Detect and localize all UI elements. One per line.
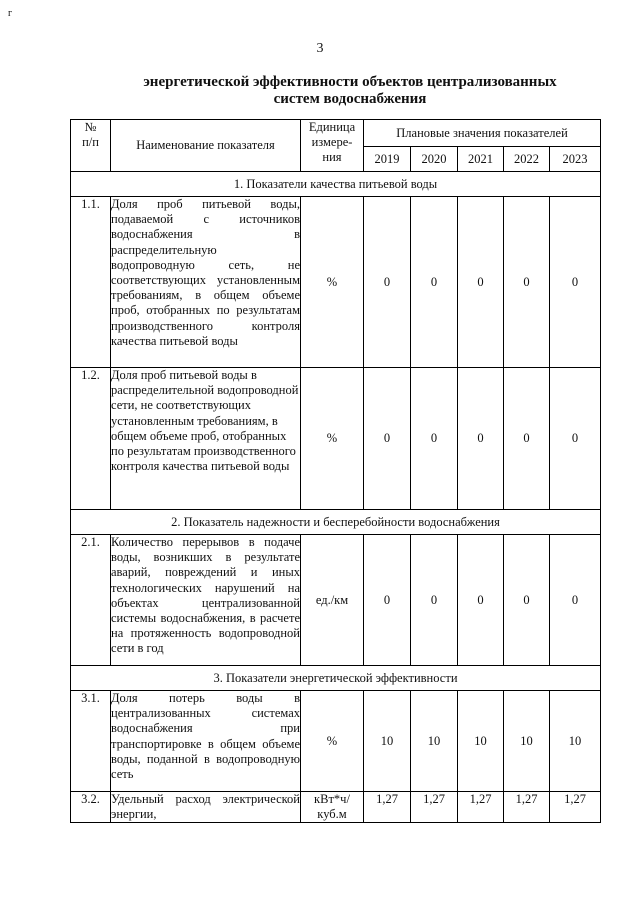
value-cell: 10 bbox=[504, 691, 550, 792]
row-number: 2.1. bbox=[71, 535, 111, 666]
value-cell: 0 bbox=[458, 535, 504, 666]
table-row bbox=[71, 368, 601, 510]
value-cell: 0 bbox=[504, 535, 550, 666]
header-year: 2020 bbox=[411, 147, 458, 172]
unit-line-2: куб.м bbox=[317, 807, 347, 821]
value-cell: 10 bbox=[458, 691, 504, 792]
value-cell: 0 bbox=[504, 197, 550, 368]
value-cell: 0 bbox=[550, 368, 601, 510]
value-cell: 1,27 bbox=[364, 792, 411, 823]
header-year: 2022 bbox=[504, 147, 550, 172]
row-number: 3.2. bbox=[71, 792, 111, 823]
value-cell: 1,27 bbox=[504, 792, 550, 823]
header-year: 2021 bbox=[458, 147, 504, 172]
indicator-unit bbox=[301, 792, 364, 823]
indicator-name: Количество перерывов в подаче воды, возникших в результате аварий, повреждений и иных технологических нарушений на объектах централизованной системы водоснабжения, в расчете на протяженность водопроводной сети в год bbox=[111, 535, 301, 666]
value-cell: 1,27 bbox=[411, 792, 458, 823]
value-cell: 10 bbox=[550, 691, 601, 792]
header-num-line-1: № bbox=[84, 120, 97, 134]
value-cell: 1,27 bbox=[458, 792, 504, 823]
indicator-unit: % bbox=[301, 368, 364, 510]
value-cell: 0 bbox=[550, 535, 601, 666]
header-unit-line-3: ния bbox=[322, 150, 342, 164]
header-num-line-2: п/п bbox=[82, 135, 99, 149]
indicators-table bbox=[70, 119, 601, 823]
indicator-name: Удельный расход электрической энергии, bbox=[111, 792, 300, 822]
value-cell: 10 bbox=[411, 691, 458, 792]
header-unit-line-1: Единица bbox=[308, 120, 356, 134]
indicator-unit: % bbox=[301, 691, 364, 792]
value-cell: 0 bbox=[458, 197, 504, 368]
table-row bbox=[71, 691, 601, 792]
title-line-2: систем водоснабжения bbox=[273, 91, 427, 107]
value-cell: 0 bbox=[458, 368, 504, 510]
section-title: 3. Показатели энергетической эффективности bbox=[71, 666, 601, 691]
document-title bbox=[120, 74, 580, 108]
value-cell: 10 bbox=[364, 691, 411, 792]
page-number: 3 bbox=[316, 41, 324, 56]
title-line-1: энергетической эффективности объектов централизованных bbox=[143, 74, 557, 90]
value-cell: 0 bbox=[411, 368, 458, 510]
value-cell: 1,27 bbox=[550, 792, 601, 823]
value-cell: 0 bbox=[364, 368, 411, 510]
row-number: 1.1. bbox=[71, 197, 111, 368]
value-cell: 0 bbox=[504, 368, 550, 510]
value-cell: 0 bbox=[411, 197, 458, 368]
value-cell: 0 bbox=[364, 535, 411, 666]
header-name: Наименование показателя bbox=[111, 120, 301, 172]
table-row bbox=[71, 535, 601, 666]
header-plan: Плановые значения показателей bbox=[364, 120, 601, 147]
table-row bbox=[71, 792, 601, 823]
row-number: 1.2. bbox=[71, 368, 111, 510]
value-cell: 0 bbox=[550, 197, 601, 368]
header-year: 2023 bbox=[550, 147, 601, 172]
header-year: 2019 bbox=[364, 147, 411, 172]
indicator-unit: ед./км bbox=[301, 535, 364, 666]
table-row bbox=[71, 197, 601, 368]
header-unit-line-2: измере- bbox=[311, 135, 353, 149]
indicator-name: Доля проб питьевой воды в распределительной водопроводной сети, не соответствующих установленным требованиям, в общем объеме проб, отобранных по результатам производственного контроля качества питьевой воды bbox=[111, 368, 301, 510]
section-title: 1. Показатели качества питьевой воды bbox=[71, 172, 601, 197]
indicator-unit: % bbox=[301, 197, 364, 368]
header-unit bbox=[301, 120, 364, 172]
header-num bbox=[71, 120, 111, 172]
section-title: 2. Показатель надежности и бесперебойности водоснабжения bbox=[71, 510, 601, 535]
corner-mark: г bbox=[8, 8, 13, 19]
value-cell: 0 bbox=[411, 535, 458, 666]
indicator-name: Доля проб питьевой воды, подаваемой с источников водоснабжения в распределительную водопроводную сеть, не соответствующих установленным требованиям, в общем объеме проб, отобранных по результатам производственного контроля качества питьевой воды bbox=[111, 197, 301, 368]
value-cell: 0 bbox=[364, 197, 411, 368]
indicator-name: Доля потерь воды в централизованных системах водоснабжения при транспортировке в общем объеме воды, поданной в водопроводную сеть bbox=[111, 691, 301, 792]
unit-line-1: кВт*ч/ bbox=[314, 792, 350, 806]
row-number: 3.1. bbox=[71, 691, 111, 792]
